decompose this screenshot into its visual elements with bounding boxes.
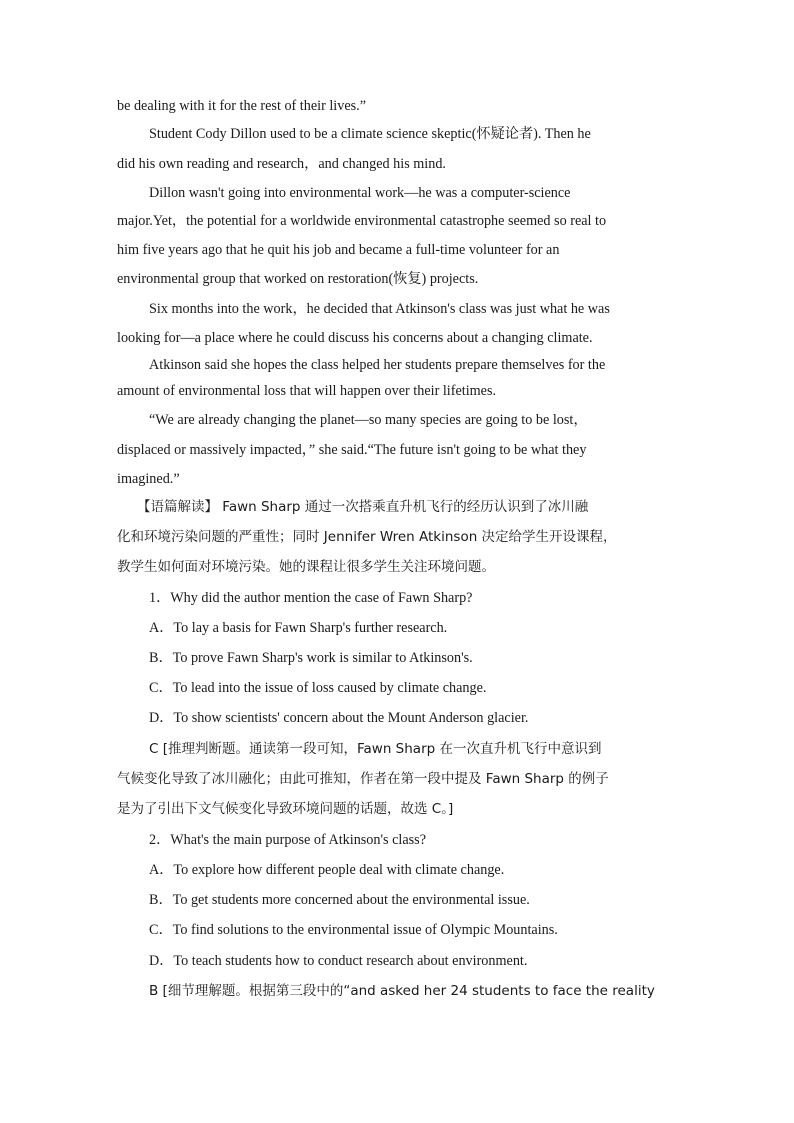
text-line: did his own reading and research，and changed his mind. xyxy=(117,156,446,172)
option-b: B．To prove Fawn Sharp's work is similar to Atkinson's. xyxy=(149,650,473,666)
text-line: be dealing with it for the rest of their lives.” xyxy=(117,98,366,114)
text-line: major.Yet，the potential for a worldwide environmental catastrophe seemed so real to xyxy=(117,213,607,229)
passage-summary-line: 教学生如何面对环境污染。她的课程让很多学生关注环境问题。 xyxy=(117,559,495,575)
text-line: displaced or massively impacted，” she said.“The future isn't going to be what they xyxy=(117,442,587,458)
option-d: D．To show scientists' concern about the Mount Anderson glacier. xyxy=(149,710,529,726)
text-line: environmental group that worked on restoration(恢复) projects. xyxy=(117,271,479,287)
option-a: A．To explore how different people deal with climate change. xyxy=(149,862,505,878)
passage-summary-heading: 【语篇解读】 Fawn Sharp 通过一次搭乘直升机飞行的经历认识到了冰川融 xyxy=(137,499,589,515)
text-line: looking for—a place where he could discuss his concerns about a changing climate. xyxy=(117,330,593,346)
text-line: imagined.” xyxy=(117,471,180,487)
text-line: Atkinson said she hopes the class helped her students prepare themselves for the xyxy=(149,357,606,373)
question-2: 2．What's the main purpose of Atkinson's class? xyxy=(149,832,426,848)
option-b: B．To get students more concerned about the environmental issue. xyxy=(149,892,530,908)
answer-explanation: C [推理判断题。通读第一段可知，Fawn Sharp 在一次直升机飞行中意识到 xyxy=(149,741,602,757)
option-d: D．To teach students how to conduct research about environment. xyxy=(149,953,528,969)
passage-summary-line: 化和环境污染问题的严重性；同时 Jennifer Wren Atkinson 决定给学生开设课程， xyxy=(117,529,617,545)
text-line: Student Cody Dillon used to be a climate science skeptic(怀疑论者). Then he xyxy=(149,126,591,142)
text-line: amount of environmental loss that will happen over their lifetimes. xyxy=(117,383,497,399)
text-line: him five years ago that he quit his job and became a full-time volunteer for an xyxy=(117,242,560,258)
option-c: C．To lead into the issue of loss caused by climate change. xyxy=(149,680,487,696)
text-line: Dillon wasn't going into environmental work—he was a computer-science xyxy=(149,185,571,201)
answer-explanation: B [细节理解题。根据第三段中的“and asked her 24 students to face the reality xyxy=(149,983,655,999)
answer-explanation-line: 是为了引出下文气候变化导致环境问题的话题，故选 C。] xyxy=(117,801,454,817)
text-line: “We are already changing the planet—so many species are going to be lost， xyxy=(149,412,588,428)
text-line: Six months into the work，he decided that Atkinson's class was just what he was xyxy=(149,301,610,317)
question-1: 1．Why did the author mention the case of Fawn Sharp? xyxy=(149,590,473,606)
answer-explanation-line: 气候变化导致了冰川融化；由此可推知，作者在第一段中提及 Fawn Sharp 的例子 xyxy=(117,771,609,787)
option-a: A．To lay a basis for Fawn Sharp's further research. xyxy=(149,620,448,636)
option-c: C．To find solutions to the environmental issue of Olympic Mountains. xyxy=(149,922,558,938)
